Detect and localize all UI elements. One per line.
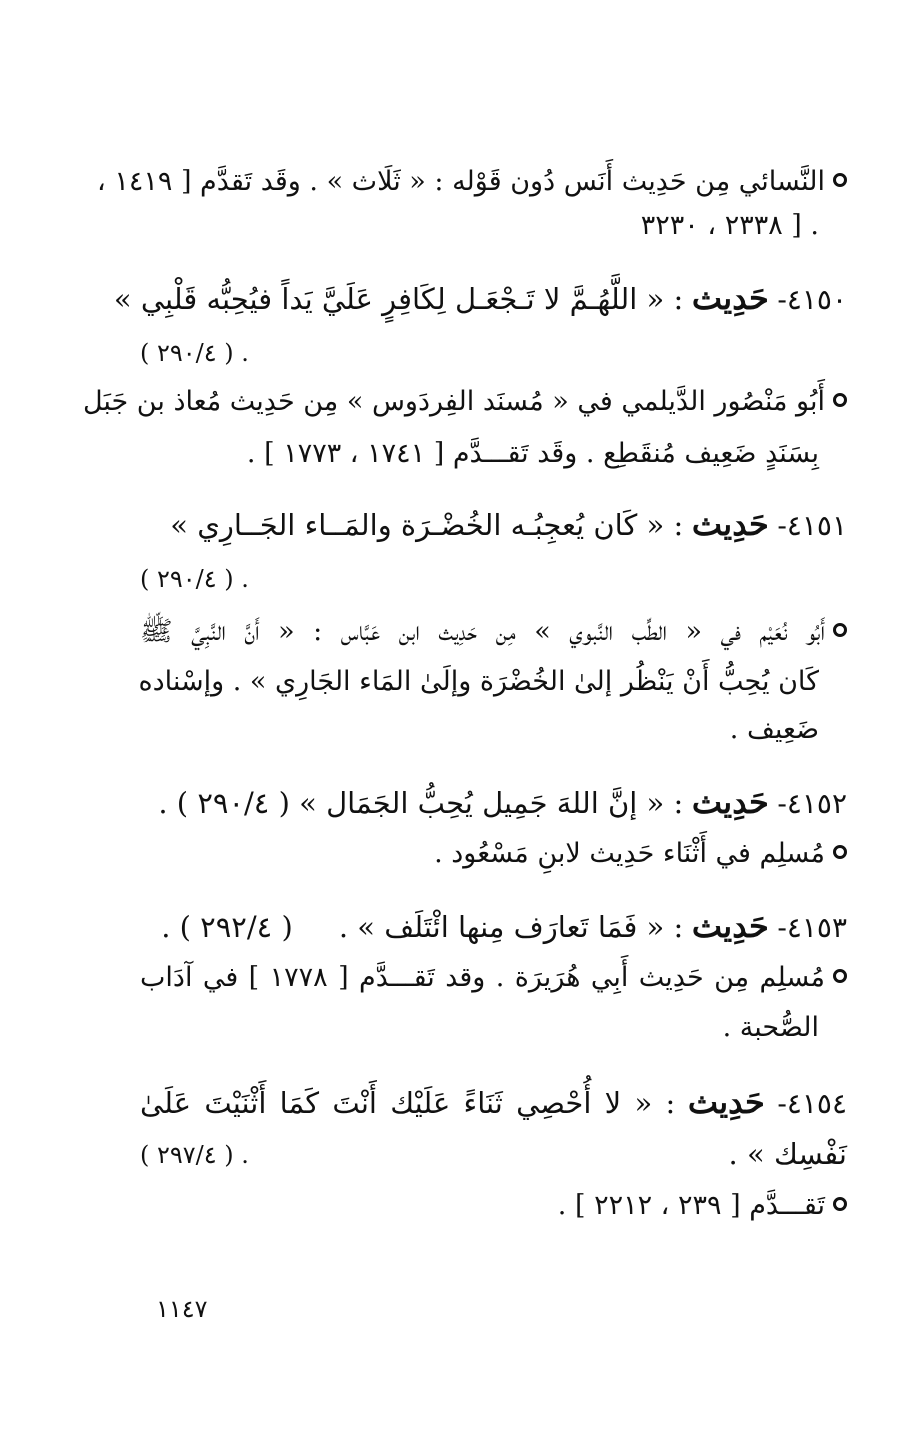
hadith-reference: . ( ٢٩٧/٤ ) — [140, 1141, 249, 1169]
hadith-keyword: حَدِيث — [691, 907, 769, 945]
circle-bullet-icon — [833, 623, 847, 637]
hadith-continuation: نَفْسِك » . — [728, 1137, 847, 1171]
circle-bullet-icon — [833, 1197, 847, 1211]
circle-bullet-icon — [833, 173, 847, 187]
hadith-heading: ٤١٥٠- حَدِيث : « اللَّهُـمَّ لا تَـجْعَـل لِكَافِرٍ عَلَيَّ يَداً فيُحِبُّه قَلْبِي » — [113, 279, 847, 317]
note-line: أَبُو نُعَيْم في « الطِّب النَّبوي » مِن حَدِيث ابن عَبَّاس : « أَنَّ النَّبِيَّ ﷺ — [140, 612, 847, 652]
hadith-heading: ٤١٥٢- حَدِيث : « إنَّ اللهَ جَمِيل يُحِبُّ الجَمَال » ( ٢٩٠/٤ ) . — [158, 783, 847, 821]
circle-bullet-icon — [833, 845, 847, 859]
note-line: النَّسائي مِن حَدِيث أَنَس دُون قَوْله : « ثَلَاث » . وقَد تَقدَّم [ ١٤١٩ ، — [140, 162, 847, 202]
hadith-heading: ٤١٥٤- حَدِيث : « لا أُحْصِي ثَنَاءً عَلَيْك أَنْتَ كَمَا أَثْنَيْتَ عَلَىٰ — [140, 1083, 847, 1121]
note-line: الصُّحبة . — [722, 1012, 819, 1043]
hadith-keyword: حَدِيث — [691, 505, 769, 543]
note-line: كَان يُحِبُّ أَنْ يَنْظُر إلىٰ الخُضْرَة وإلَىٰ المَاء الجَارِي » . وإسْناده — [138, 666, 819, 697]
note-line: ضَعِيف . — [729, 714, 819, 745]
hadith-heading: ٤١٥١- حَدِيث : « كَان يُعجِبُـه الخُضْـرَة والمَــاء الجَــارِي » — [170, 505, 847, 543]
page-number: ١١٤٧ — [156, 1295, 208, 1323]
note-line: . [ ٢٣٣٨ ، ٣٢٣٠ — [640, 210, 819, 241]
circle-bullet-icon — [833, 393, 847, 407]
hadith-keyword: حَدِيث — [691, 279, 769, 317]
hadith-reference: . ( ٢٩٠/٤ ) — [140, 565, 249, 593]
hadith-reference: . ( ٢٩٠/٤ ) — [140, 339, 249, 367]
note-line: أَبُو مَنْصُور الدَّيلمي في « مُسنَد الفِردَوس » مِن حَدِيث مُعاذ بن جَبَل — [140, 382, 847, 422]
hadith-heading: ٤١٥٣- حَدِيث : « فَمَا تَعارَف مِنها ائْتَلَف » . ( ٢٩٢/٤ ) . — [161, 907, 847, 945]
hadith-keyword: حَدِيث — [691, 783, 769, 821]
circle-bullet-icon — [833, 969, 847, 983]
hadith-keyword: حَدِيث — [687, 1083, 765, 1121]
note-line: مُسلِم مِن حَدِيث أَبِي هُرَيرَة . وقد تَقـــدَّم [ ١٧٧٨ ] في آدَاب — [140, 958, 847, 998]
note-line: مُسلِم في أَثْنَاء حَدِيث لابنِ مَسْعُود . — [140, 834, 847, 874]
note-line: تَقـــدَّم [ ٢٣٩ ، ٢٢١٢ ] . — [140, 1186, 847, 1226]
note-line: بِسَنَدٍ ضَعِيف مُنقَطِع . وقَد تَقـــدَّم [ ١٧٤١ ، ١٧٧٣ ] . — [246, 438, 819, 469]
